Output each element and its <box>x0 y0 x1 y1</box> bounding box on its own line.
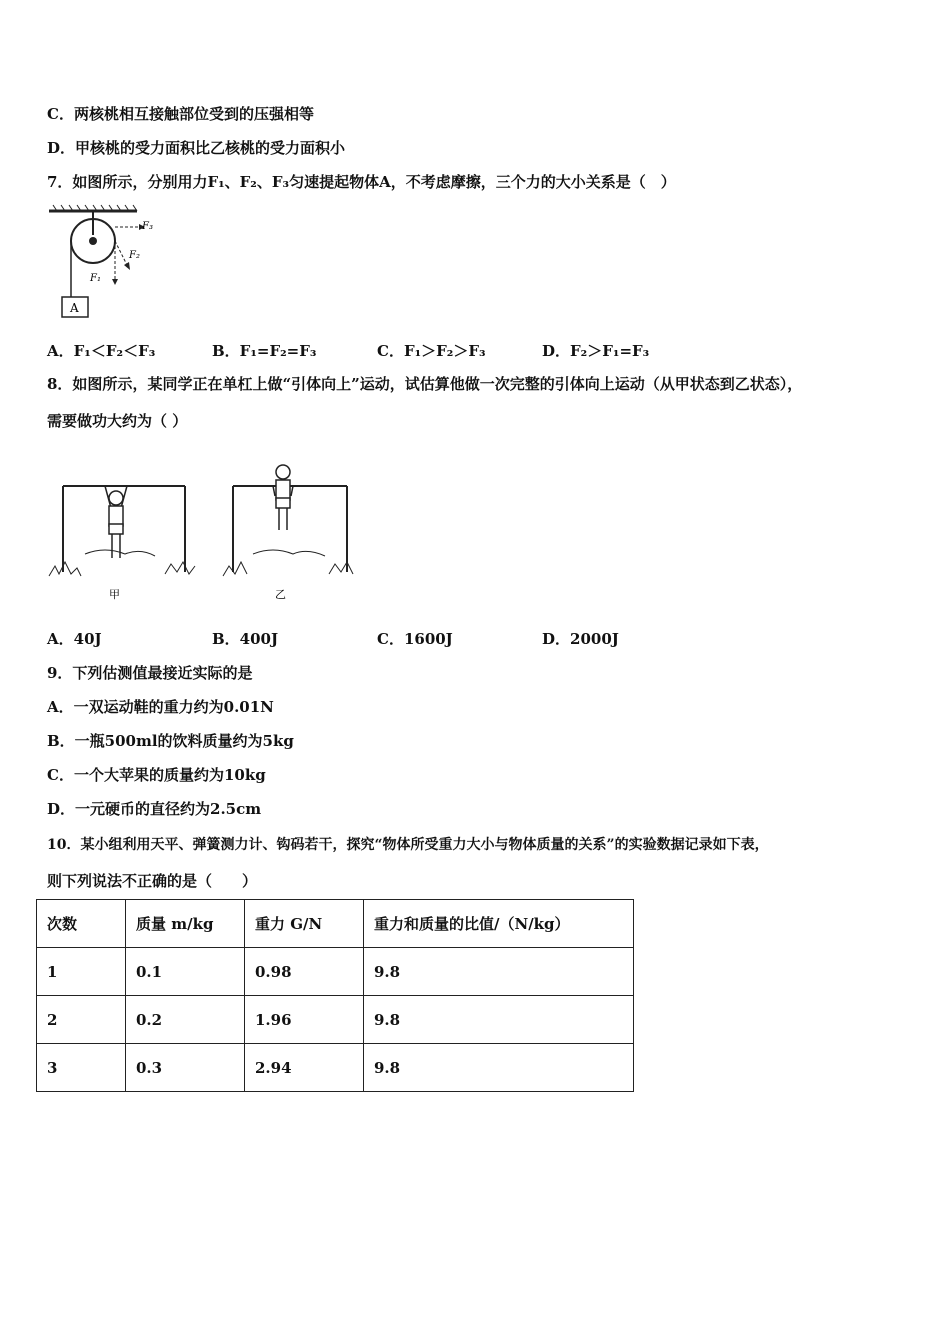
q8-stem-line2: 需要做功大约为（ ） <box>47 412 188 430</box>
force-f1-label: F₁ <box>90 273 101 284</box>
q9-option-b: B．一瓶500ml的饮料质量约为5kg <box>47 732 294 750</box>
cell: 9.8 <box>364 996 634 1044</box>
force-f3-label: F₃ <box>142 221 153 232</box>
cell: 2 <box>37 996 126 1044</box>
force-f2-label: F₂ <box>129 250 140 261</box>
q7-option-a: A．F₁＜F₂＜F₃ <box>47 342 156 360</box>
pullup-figure <box>45 458 365 608</box>
cell: 0.2 <box>126 996 245 1044</box>
q9-stem: 9．下列估测值最接近实际的是 <box>47 664 253 682</box>
state-yi-label: 乙 <box>275 588 286 601</box>
q7-stem: 7．如图所示，分别用力F₁、F₂、F₃匀速提起物体A，不考虑摩擦，三个力的大小关系是（ ） <box>47 173 676 191</box>
cell: 1.96 <box>245 996 364 1044</box>
q8-option-a: A．40J <box>47 630 102 648</box>
pulley-figure <box>45 203 160 328</box>
cell: 3 <box>37 1044 126 1092</box>
q8-option-b: B．400J <box>212 630 279 648</box>
cell: 0.1 <box>126 948 245 996</box>
q6-option-d: D．甲核桃的受力面积比乙核桃的受力面积小 <box>47 139 346 157</box>
q10-stem-line1: 10．某小组利用天平、弹簧测力计、钩码若干，探究“物体所受重力大小与物体质量的关系”的实验数据记录如下表， <box>47 837 769 853</box>
cell: 0.3 <box>126 1044 245 1092</box>
cell: 9.8 <box>364 948 634 996</box>
q8-option-d: D．2000J <box>542 630 619 648</box>
q7-option-c: C．F₁＞F₂＞F₃ <box>377 342 486 360</box>
table-header-row <box>37 900 634 948</box>
header-ratio: 重力和质量的比值/（N/kg） <box>364 900 634 948</box>
q8-option-c: C．1600J <box>377 630 453 648</box>
q6-option-c: C．两核桃相互接触部位受到的压强相等 <box>47 105 314 123</box>
q10-stem-line2: 则下列说法不正确的是（ ） <box>47 872 258 890</box>
q7-option-d: D．F₂＞F₁=F₃ <box>542 342 650 360</box>
data-table <box>36 899 634 1092</box>
cell: 1 <box>37 948 126 996</box>
table-row <box>37 996 634 1044</box>
header-mass: 质量 m/kg <box>126 900 245 948</box>
header-count: 次数 <box>37 900 126 948</box>
table-row <box>37 948 634 996</box>
q9-option-d: D．一元硬币的直径约为2.5cm <box>47 800 262 818</box>
cell: 0.98 <box>245 948 364 996</box>
q9-option-a: A．一双运动鞋的重力约为0.01N <box>47 698 274 716</box>
cell: 9.8 <box>364 1044 634 1092</box>
header-weight: 重力 G/N <box>245 900 364 948</box>
state-jia-label: 甲 <box>109 588 120 601</box>
q9-option-c: C．一个大苹果的质量约为10kg <box>47 766 266 784</box>
q7-option-b: B．F₁=F₂=F₃ <box>212 342 317 360</box>
cell: 2.94 <box>245 1044 364 1092</box>
table-row <box>37 1044 634 1092</box>
box-a-label: A <box>70 301 79 315</box>
q8-stem-line1: 8．如图所示，某同学正在单杠上做“引体向上”运动，试估算他做一次完整的引体向上运动（从甲状态到乙状态）， <box>47 375 803 393</box>
